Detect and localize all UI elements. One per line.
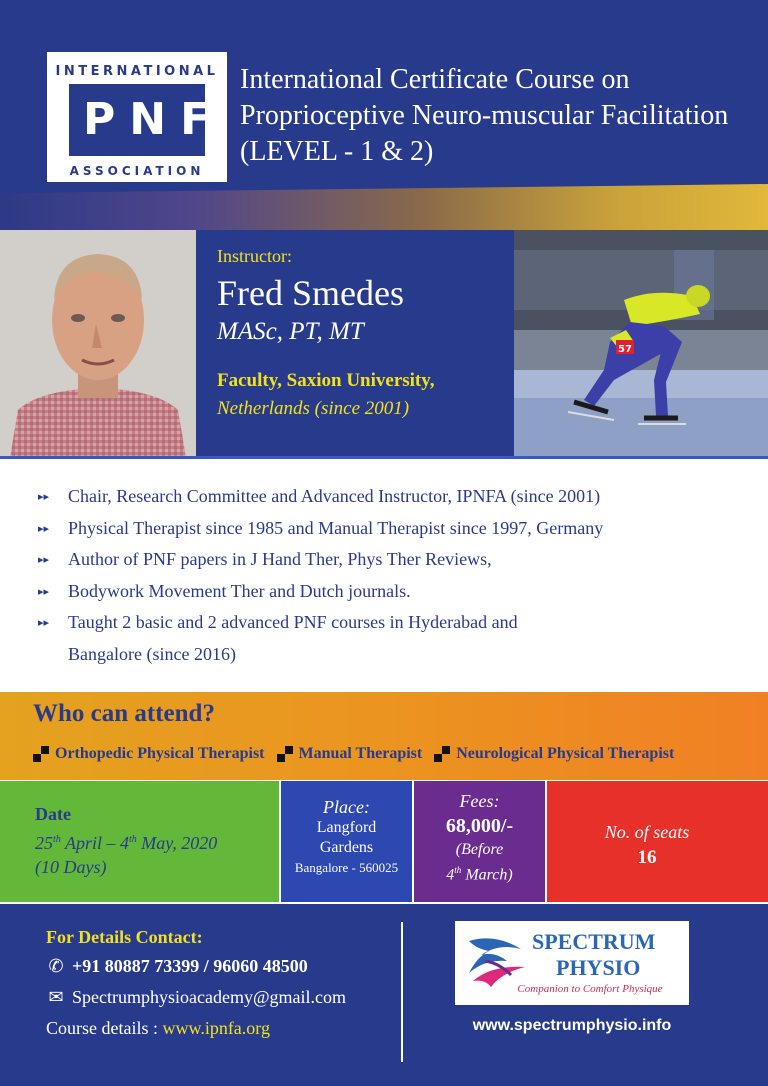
instructor-bullets [38, 481, 758, 670]
logo-bottom-text: ASSOCIATION [69, 164, 205, 178]
instructor-faculty: Faculty, Saxion University, [217, 370, 435, 391]
fees-amount: 68,000/- [445, 815, 514, 837]
fees-note-2: 4th March) [446, 865, 513, 884]
double-chevron-icon: ▸▸ [38, 521, 50, 535]
seats-label: No. of seats [604, 822, 690, 842]
bullet-item: ▸▸ Author of PNF papers in J Hand Ther, Phys Ther Reviews, [38, 544, 758, 576]
course-link[interactable]: www.ipnfa.org [162, 1018, 270, 1038]
squares-icon [434, 746, 450, 762]
squares-icon [277, 746, 293, 762]
course-title [240, 62, 760, 170]
double-chevron-icon: ▸▸ [38, 553, 50, 566]
skater-photo [514, 230, 768, 458]
brand-url-link[interactable]: www.spectrumphysio.info [472, 1017, 672, 1034]
attendee-item: Manual Therapist [277, 745, 423, 763]
bullet-item: ▸▸ Bodywork Movement Ther and Dutch journals. [38, 576, 758, 608]
skater-bib-number: 57 [618, 344, 632, 355]
attendee-item: Neurological Physical Therapist [434, 745, 674, 763]
date-duration: (10 Days) [35, 857, 107, 877]
who-can-attend-title: Who can attend? [33, 700, 215, 727]
band-divider-line [0, 456, 768, 459]
place-line-1: Langford [316, 819, 377, 836]
squares-icon [33, 746, 49, 762]
footer-divider [401, 922, 403, 1062]
fees-info [414, 790, 545, 885]
fees-label: Fees: [459, 791, 500, 811]
logo-pnf-text: PNF [83, 94, 225, 145]
phone-icon: ✆ [48, 956, 64, 977]
bullet-item: ▸▸ Taught 2 basic and 2 advanced PNF courses in Hyderabad and [38, 607, 758, 639]
date-value: 25th April – 4th May, 2020 (10 Days) [35, 833, 218, 877]
header-gradient-stripe [0, 184, 768, 230]
place-line-2: Gardens [319, 839, 374, 856]
seats-info [547, 820, 747, 872]
bullet-item: ▸▸ Physical Therapist since 1985 and Manual Therapist since 1997, Germany [38, 513, 758, 545]
logo-top-text: INTERNATIONAL [55, 64, 219, 79]
instructor-location: Netherlands (since 2001) [217, 398, 410, 419]
contact-email[interactable]: ✉ Spectrumphysioacademy@gmail.com [46, 987, 346, 1008]
instructor-credentials: MASc, PT, MT [217, 318, 364, 345]
attendee-item: Orthopedic Physical Therapist [33, 745, 265, 763]
title-line-3: (LEVEL - 1 & 2) [240, 136, 434, 167]
bullet-item: ▸▸ Chair, Research Committee and Advanced Instructor, IPNFA (since 2001) [38, 481, 758, 513]
place-label: Place: [323, 797, 370, 817]
course-details: Course details : www.ipnfa.org [46, 1018, 270, 1038]
logo-center-box [69, 84, 225, 156]
pnf-logo [47, 52, 227, 182]
mail-icon: ✉ [48, 987, 64, 1008]
brand-line-1: SPECTRUM [532, 929, 656, 954]
title-line-2: Proprioceptive Neuro-muscular Facilitation [240, 100, 729, 131]
contact-phone[interactable]: ✆ +91 80887 73399 / 96060 48500 [46, 956, 308, 977]
attendee-list [33, 745, 686, 763]
bullet-item-continuation: Bangalore (since 2016) [68, 643, 236, 664]
brand-line-2: PHYSIO [556, 955, 641, 980]
instructor-name: Fred Smedes [217, 273, 404, 313]
double-chevron-icon: ▸▸ [38, 616, 50, 629]
contact-heading: For Details Contact: [46, 927, 203, 947]
double-chevron-icon: ▸▸ [38, 490, 50, 503]
fees-note-1: (Before [455, 841, 504, 858]
title-line-1: International Certificate Course on [240, 64, 630, 95]
double-chevron-icon: ▸▸ [38, 584, 50, 598]
instructor-label: Instructor: [217, 246, 292, 266]
instructor-photo [0, 230, 196, 458]
place-info [281, 796, 412, 878]
seats-count: 16 [637, 847, 657, 868]
place-line-3: Bangalore - 560025 [294, 860, 399, 875]
brand-tagline: Companion to Comfort Physique [517, 983, 663, 995]
date-label: Date [35, 804, 71, 824]
